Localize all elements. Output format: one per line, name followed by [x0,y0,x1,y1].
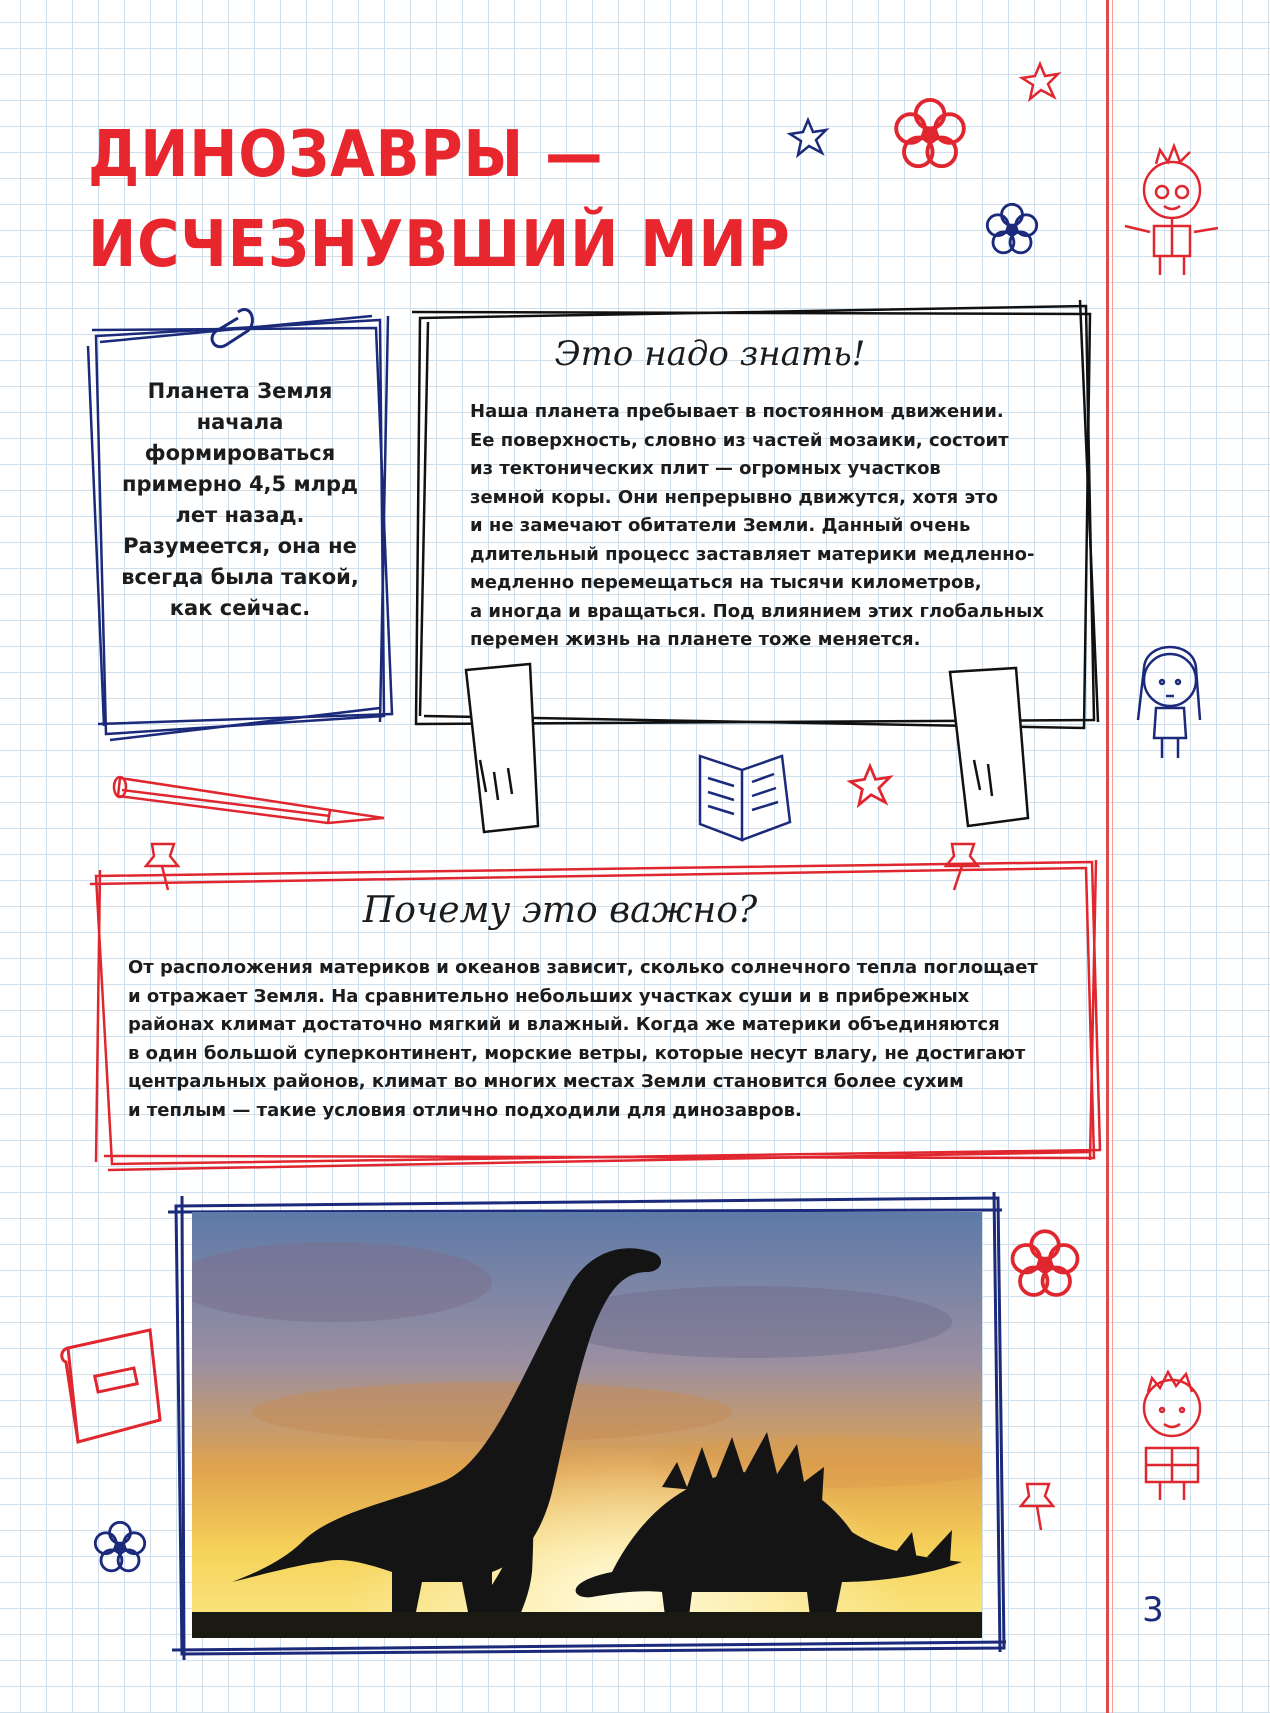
tape-icon [466,664,538,832]
dinosaur-silhouettes [192,1212,982,1638]
know-box-heading: Это надо знать! [554,334,866,374]
kid-doodle-icon [1125,146,1218,275]
tape-icon [950,668,1028,826]
star-icon [790,120,826,155]
fact-card-text: Планета Земля начала формироваться примерно 4,5 млрд лет назад. Разумеется, она не всегда была такой, как сейчас. [121,379,359,620]
know-box-text: Наша планета пребывает в постоянном движении. Ее поверхность, словно из частей мозаики, состоит из тектонических плит — огромных участков земной коры. Они непрерывно движутся, хотя это и не замечают обитатели Земли. Данный очень длительный процесс заставляет материки медленно- медленно перемещаться на тысячи километров, а иногда и вращаться. Под влиянием этих глобальных перемен жизнь на планете тоже меняется. [470,401,1045,650]
title-line-2: ИСЧЕЗНУВШИЙ МИР [88,208,791,282]
star-icon [1022,64,1058,99]
dinosaur-sunset-photo [192,1212,982,1638]
title-line-1: ДИНОЗАВРЫ — [88,118,604,192]
star-icon [850,766,890,805]
book-icon [700,756,790,840]
pushpin-icon [946,844,978,890]
page-number: 3 [1142,1590,1164,1630]
notebook-doodle-icon [62,1330,160,1442]
flower-icon [896,100,964,166]
why-box-heading: Почему это важно? [362,890,758,931]
pencil-icon [114,777,384,823]
flower-icon [987,204,1036,252]
kid-doodle-icon [1144,1372,1200,1500]
kid-doodle-icon [1138,647,1200,758]
pushpin-icon [1021,1484,1053,1530]
flower-icon [95,1522,144,1570]
why-box-text: От расположения материков и океанов зависит, сколько солнечного тепла поглощает и отражает Земля. На сравнительно небольших участках суши и в прибрежных районах климат достаточно мягкий и влажный. Когда же материки объединяются в один большой суперконтинент, морские ветры, которые несут влагу, не достигают центральных районов, климат во многих местах Земли становится более сухим и теплым — такие условия отлично подходили для динозавров. [128,957,1038,1121]
flower-icon [1013,1231,1078,1295]
